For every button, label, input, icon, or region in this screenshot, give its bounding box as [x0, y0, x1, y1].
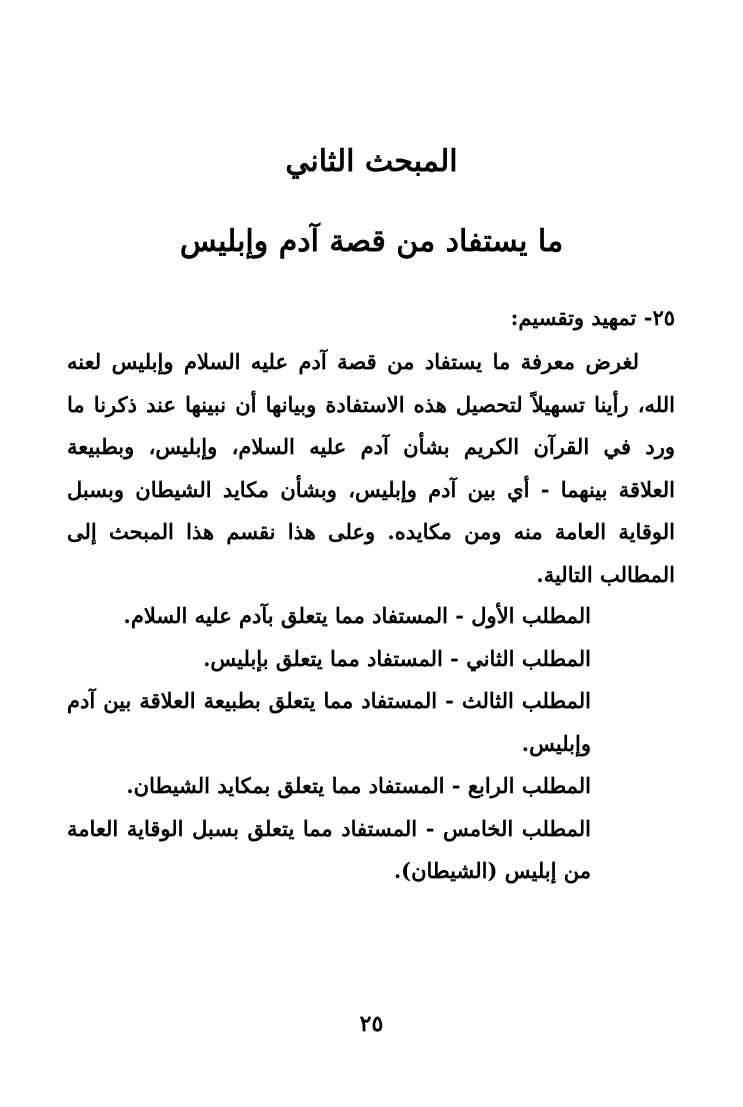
section-heading: [511, 300, 675, 336]
subsection-list: [67, 595, 591, 893]
section-number: ٢٥-: [643, 305, 675, 330]
section-title: تمهيد وتقسيم:: [510, 305, 637, 330]
list-item: المطلب الثالث - المستفاد مما يتعلق بطبيعة العلاقة بين آدم وإبليس.: [67, 688, 591, 756]
chapter-heading: المبحث الثاني: [285, 144, 458, 179]
list-item: المطلب الخامس - المستفاد مما يتعلق بسبل الوقاية العامة من إبليس (الشيطان).: [67, 815, 591, 883]
page-number: ٢٥: [359, 1011, 384, 1037]
chapter-title: ما يستفاد من قصة آدم وإبليس: [179, 224, 564, 259]
list-item: المطلب الثاني - المستفاد مما يتعلق بإبليس.: [203, 645, 591, 671]
intro-paragraph: لغرض معرفة ما يستفاد من قصة آدم عليه السلام وإبليس لعنه الله، رأينا تسهيلاً لتحصيل هذه الاستفادة وبيانها أن نبينها عند ذكرنا ما ورد في القرآن الكريم بشأن آدم عليه السلام، وإبليس، وبطبيعة العلاقة بينهما - أي بين آدم وإبليس، وبشأن مكايد الشيطان وبسبل الوقاية العامة منه ومن مكايده. وعلى هذا نقسم هذا المبحث إلى المطالب التالية.: [67, 349, 675, 587]
list-item: المطلب الأول - المستفاد مما يتعلق بآدم عليه السلام.: [123, 603, 591, 628]
list-item: المطلب الرابع - المستفاد مما يتعلق بمكايد الشيطان.: [126, 773, 591, 798]
